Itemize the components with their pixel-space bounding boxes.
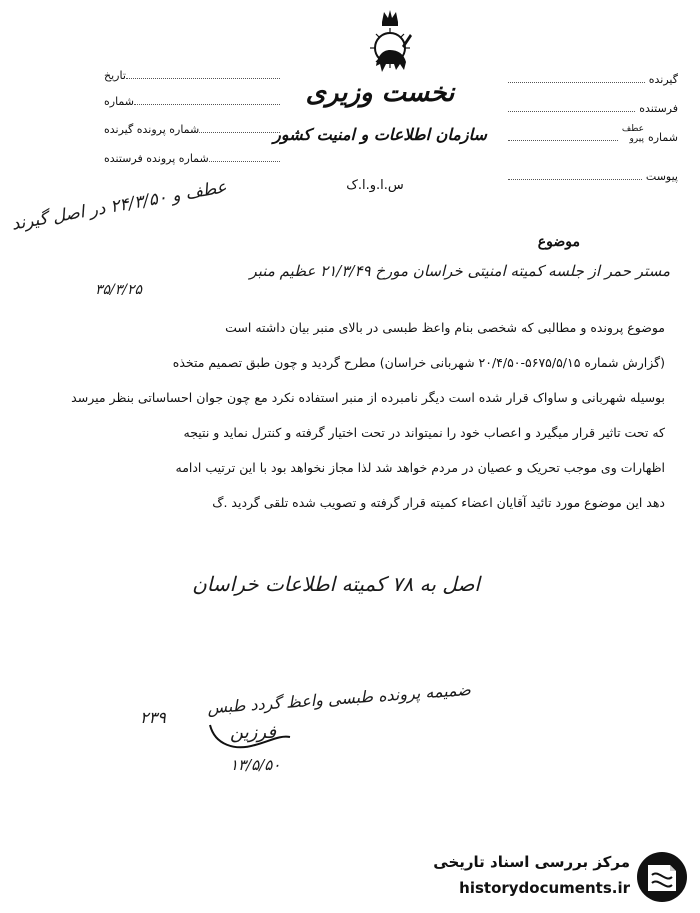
- body-line: بوسیله شهربانی و ساواک قرار شده است دیگر نامبرده از منبر استفاده نکرد مع چون جوان احساساتی بنظر میرسد: [71, 390, 665, 405]
- reference-label: عطف: [621, 124, 644, 134]
- archive-logo-icon: [634, 849, 690, 905]
- body-line: (گزارش شماره ۵۶۷۵/۵/۱۵-۲۰/۴/۵۰ شهربانی خراسان) مطرح گردید و چون طبق تصمیم متخذه: [172, 355, 665, 370]
- date-label: تاریخ: [104, 69, 126, 82]
- org-code: س.ا.و.ا.ک: [346, 178, 404, 193]
- sender-line: [508, 103, 635, 112]
- recipient-file-field: [100, 116, 280, 136]
- org-main-title: نخست وزیری: [305, 78, 455, 108]
- handwritten-subject-line: مستر حمر از جلسه کمیته امنیتی خراسان مورخ ۲۱/۳/۴۹ عظیم منبر: [249, 262, 670, 280]
- recipient-file-label: شماره پرونده گیرنده: [104, 123, 200, 136]
- number-label-right: شماره: [647, 131, 678, 144]
- number-line-left: [134, 96, 280, 105]
- handwritten-bottom-note: ضمیمه پرونده طبسی واعظ گردد طبس: [206, 680, 472, 718]
- recipient-label: گیرنده: [648, 73, 678, 86]
- archive-name: مرکز بررسی اسناد تاریخی: [433, 853, 630, 871]
- handwritten-top-note: عطف و ۲۴/۳/۵۰ در اصل گیرند: [10, 177, 229, 235]
- body-line: که تحت تاثیر قرار میگیرد و اعصاب خود را نمیتواند در تحت اختیار گرفته و کنترل نماید و نتیجه: [183, 425, 665, 440]
- body-line: دهد این موضوع مورد تائید آقایان اعضاء کمیته قرار گرفته و تصویب شده تلقی گردید .گ: [212, 495, 665, 510]
- archive-url: historydocuments.ir: [459, 879, 630, 897]
- attachment-line: [508, 171, 642, 180]
- subject-label: موضوع: [537, 234, 580, 250]
- org-subtitle: سازمان اطلاعات و امنیت کشور: [273, 125, 487, 144]
- body-line: موضوع پرونده و مطالبی که شخصی بنام واعظ طبسی در بالای منبر بیان داشته است: [225, 320, 665, 335]
- number-field-left: [100, 88, 280, 108]
- sender-label: فرستنده: [639, 102, 678, 115]
- handwritten-date-note: ۳۵/۳/۲۵: [95, 282, 143, 298]
- letter-body: [40, 310, 665, 520]
- number-label-left: شماره: [104, 95, 135, 108]
- number-line-right: [508, 132, 618, 141]
- number-sub-labels: [622, 124, 644, 144]
- date-line: [126, 70, 280, 79]
- recipient-field: [508, 66, 678, 86]
- handwritten-signature: فرزین: [230, 722, 276, 743]
- attachment-field: [508, 163, 678, 183]
- signature-stroke-icon: [205, 715, 295, 755]
- followup-label: پیرو: [629, 134, 644, 144]
- handwritten-bottom-date: ۱۳/۵/۵۰: [230, 756, 281, 774]
- sender-file-label: شماره پرونده فرستنده: [104, 152, 209, 165]
- handwritten-middle-note: اصل به ۷۸ کمیته اطلاعات خراسان: [192, 572, 480, 596]
- date-field: [100, 62, 280, 82]
- attachment-label: پیوست: [645, 170, 678, 183]
- number-field-right: [508, 124, 678, 144]
- archive-watermark: [412, 847, 692, 907]
- sender-file-line: [209, 153, 280, 162]
- recipient-line: [508, 74, 645, 83]
- lion-and-sun-emblem-icon: [360, 8, 420, 80]
- sender-file-field: [100, 145, 280, 165]
- body-line: اظهارات وی موجب تحریک و عصیان در مردم خواهد شد لذا مجاز نخواهد بود با این ترتیب ادامه: [175, 460, 665, 475]
- sender-field: [508, 95, 678, 115]
- handwritten-number-note: ۲۳۹: [140, 708, 166, 727]
